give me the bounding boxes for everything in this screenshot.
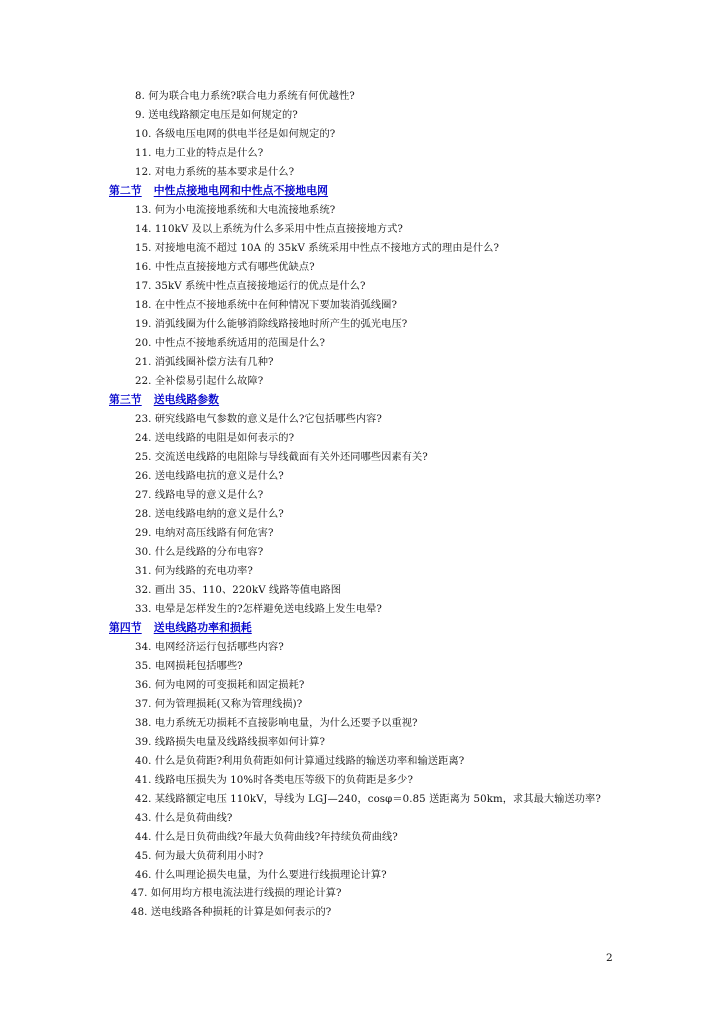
question-item: 37. 何为管理损耗(又称为管理线损)? [135,699,303,710]
question-item: 34. 电网经济运行包括哪些内容? [135,642,284,653]
question-item: 48. 送电线路各种损耗的计算是如何表示的? [131,907,332,918]
section-title: 送电线路参数 [153,393,220,406]
section-heading-3[interactable] [109,393,219,407]
question-item: 23. 研究线路电气参数的意义是什么?它包括哪些内容? [135,414,382,425]
question-item: 28. 送电线路电纳的意义是什么? [135,509,284,520]
section-title: 中性点接地电网和中性点不接地电网 [153,184,329,197]
section-label: 第四节 [109,621,142,634]
question-item: 19. 消弧线圈为什么能够消除线路接地时所产生的弧光电压? [135,319,408,330]
question-item: 31. 何为线路的充电功率? [135,566,253,577]
section-heading-4[interactable] [109,621,252,635]
question-item: 8. 何为联合电力系统?联合电力系统有何优越性? [135,91,355,102]
question-item: 12. 对电力系统的基本要求是什么? [135,167,295,178]
section-label: 第三节 [109,393,142,406]
question-item: 26. 送电线路电抗的意义是什么? [135,471,284,482]
question-item: 25. 交流送电线路的电阻除与导线截面有关外还同哪些因素有关? [135,452,428,463]
question-item: 11. 电力工业的特点是什么? [135,148,264,159]
question-item: 41. 线路电压损失为 10%时各类电压等级下的负荷距是多少? [135,775,414,786]
section-heading-2[interactable] [109,184,328,198]
question-item: 43. 什么是负荷曲线? [135,813,233,824]
question-item: 42. 某线路额定电压 110kV，导线为 LGJ—240，cosφ＝0.85 送距离为 50km，求其最大输送功率? [135,794,601,805]
section-label: 第二节 [109,184,142,197]
question-item: 20. 中性点不接地系统适用的范围是什么? [135,338,325,349]
question-item: 24. 送电线路的电阻是如何表示的? [135,433,295,444]
question-item: 35. 电网损耗包括哪些? [135,661,243,672]
question-item: 9. 送电线路额定电压是如何规定的? [135,110,298,121]
question-item: 38. 电力系统无功损耗不直接影响电量，为什么还要予以重视? [135,718,418,729]
question-item: 46. 什么叫理论损失电量，为什么要进行线损理论计算? [135,870,387,881]
question-item: 17. 35kV 系统中性点直接接地运行的优点是什么? [135,281,366,292]
question-item: 45. 何为最大负荷利用小时? [135,851,264,862]
question-item: 32. 画出 35、110、220kV 线路等值电路图 [135,585,342,596]
page-number: 2 [606,952,613,964]
question-item: 29. 电纳对高压线路有何危害? [135,528,274,539]
question-item: 22. 全补偿易引起什么故障? [135,376,264,387]
question-item: 18. 在中性点不接地系统中在何种情况下要加装消弧线圈? [135,300,398,311]
question-item: 39. 线路损失电量及线路线损率如何计算? [135,737,325,748]
question-item: 30. 什么是线路的分布电容? [135,547,264,558]
question-item: 40. 什么是负荷距?利用负荷距如何计算通过线路的输送功率和输送距离? [135,756,465,767]
question-item: 14. 110kV 及以上系统为什么多采用中性点直接接地方式? [135,224,403,235]
question-item: 47. 如何用均方根电流法进行线损的理论计算? [131,888,342,899]
question-item: 44. 什么是日负荷曲线?年最大负荷曲线?年持续负荷曲线? [135,832,398,843]
question-item: 10. 各级电压电网的供电半径是如何规定的? [135,129,336,140]
question-item: 36. 何为电网的可变损耗和固定损耗? [135,680,305,691]
question-item: 27. 线路电导的意义是什么? [135,490,264,501]
question-item: 13. 何为小电流接地系统和大电流接地系统? [135,205,336,216]
question-item: 16. 中性点直接接地方式有哪些优缺点? [135,262,315,273]
section-title: 送电线路功率和损耗 [153,621,252,634]
question-item: 21. 消弧线圈补偿方法有几种? [135,357,274,368]
question-item: 15. 对接地电流不超过 10A 的 35kV 系统采用中性点不接地方式的理由是什么? [135,243,500,254]
question-item: 33. 电晕是怎样发生的?怎样避免送电线路上发生电晕? [135,604,382,615]
